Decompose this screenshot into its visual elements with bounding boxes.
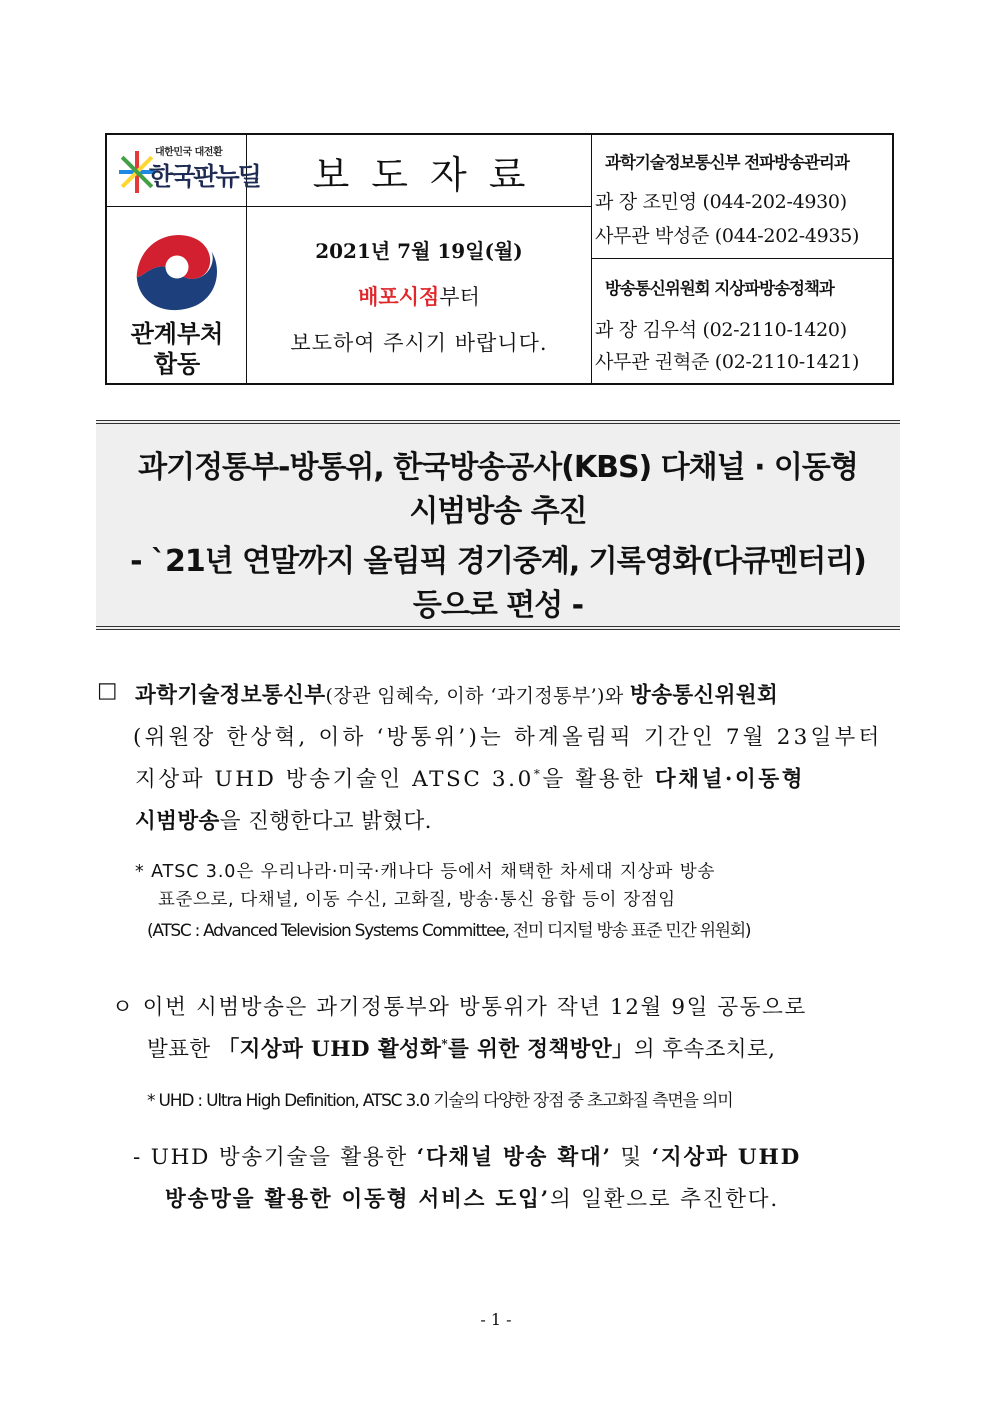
paragraph-1-line: (위원장 한상혁, 이하 ‘방통위’)는 하계올림픽 기간인 7월 23일부터 [133, 725, 883, 750]
paragraph-1-line [135, 678, 778, 709]
body-text: 을 활용한 [542, 767, 655, 792]
dept-kcc: 방송통신위원회 지상파방송정책과 [605, 279, 834, 298]
joint-ministries-label: 관계부처 [130, 320, 224, 348]
footnote-line: * ATSC 3.0은 우리나라·미국·캐나다 등에서 채택한 차세대 지상파 방송 [135, 862, 716, 882]
page-number: - 1 - [480, 1310, 512, 1329]
bold-text: 다채널·이동형 [654, 767, 806, 792]
headline-title-line: 과기정통부-방통위, 한국방송공사(KBS) 다채널 · 이동형 [138, 450, 858, 485]
headline-subtitle-line: - `21년 연말까지 올림픽 경기중계, 기록영화(다큐멘터리) [130, 544, 866, 579]
footnote-line: (ATSC : Advanced Television Systems Committee, 전미 디지털 방송 표준 민간 위원회) [147, 921, 751, 941]
release-timing-highlight: 배포시점 [358, 284, 440, 309]
bold-text: ‘지상파 UHD [651, 1145, 802, 1170]
contact-line: 과 장 김우석 (02-2110-1420) [595, 319, 847, 341]
contact-line: 과 장 조민영 (044-202-4930) [595, 191, 847, 213]
korean-new-deal-logo [115, 143, 260, 201]
headline-subtitle-line: 등으로 편성 - [412, 588, 584, 623]
bold-text: 방송망을 활용한 이동형 서비스 도입’ [165, 1187, 550, 1212]
body-text: 및 [611, 1145, 652, 1170]
footnote-marker: * [533, 766, 543, 781]
contact-line: 사무관 박성준 (044-202-4935) [595, 225, 860, 247]
body-text: 발표한 [147, 1037, 218, 1062]
bold-text: 「지상파 UHD 활성화 [217, 1037, 442, 1062]
body-text: 지상파 UHD 방송기술인 ATSC 3.0 [135, 767, 534, 792]
footnote-line: 표준으로, 다채널, 이동 수신, 고화질, 방송·통신 융합 등이 장점임 [158, 890, 676, 910]
government-emblem-cell [107, 207, 247, 385]
header-table [105, 133, 894, 385]
footnote-marker: * [441, 1036, 449, 1051]
bold-text: 시범방송 [135, 809, 220, 834]
contact-line: 사무관 권혁준 (02-2110-1421) [595, 351, 860, 373]
paragraph-bullet: □ [97, 678, 118, 703]
bold-text: 방송통신위원회 [630, 683, 779, 708]
body-text: (장관 임혜숙, 이하 ‘과기정통부’)와 [325, 685, 631, 707]
bold-text: 를 위한 정책방안」 [448, 1037, 634, 1062]
body-text: 의 후속조치로, [633, 1037, 776, 1062]
release-timing [247, 281, 591, 311]
paragraph-2-line: ㅇ 이번 시범방송은 과기정통부와 방통위가 작년 12월 9일 공동으로 [112, 995, 807, 1020]
footnote-line: * UHD : Ultra High Definition, ATSC 3.0 기술의 다양한 장점 중 초고화질 측면을 의미 [147, 1091, 733, 1111]
logo-slogan: 대한민국 대전환 [155, 147, 223, 158]
body-text: 의 일환으로 추진한다. [549, 1187, 779, 1212]
headline-box [96, 420, 900, 630]
paragraph-1-line [135, 762, 805, 793]
header-divider [591, 135, 592, 383]
paragraph-1-line [135, 804, 432, 835]
paragraph-2-line [147, 1032, 775, 1063]
release-request: 보도하여 주시기 바랍니다. [290, 331, 548, 355]
dept-msit: 과학기술정보통신부 전파방송관리과 [605, 153, 849, 172]
joint-label: 합동 [153, 350, 201, 378]
logo-wordmark: 한국판뉴딜 [149, 162, 260, 191]
release-timing-suffix: 부터 [439, 285, 480, 309]
header-divider [591, 258, 894, 259]
bold-text: ‘다채널 방송 확대’ [416, 1145, 612, 1170]
paragraph-3-line [133, 1140, 801, 1171]
document-type-title: 보도자료 [312, 152, 548, 197]
government-emblem-icon [129, 219, 225, 315]
paragraph-3-line [165, 1182, 779, 1213]
body-text: - UHD 방송기술을 활용한 [133, 1145, 417, 1170]
body-text: 을 진행한다고 밝혔다. [219, 809, 432, 834]
headline-title-line: 시범방송 추진 [409, 494, 587, 529]
release-date: 2021년 7월 19일(월) [315, 239, 523, 263]
bold-text: 과학기술정보통신부 [135, 683, 326, 708]
